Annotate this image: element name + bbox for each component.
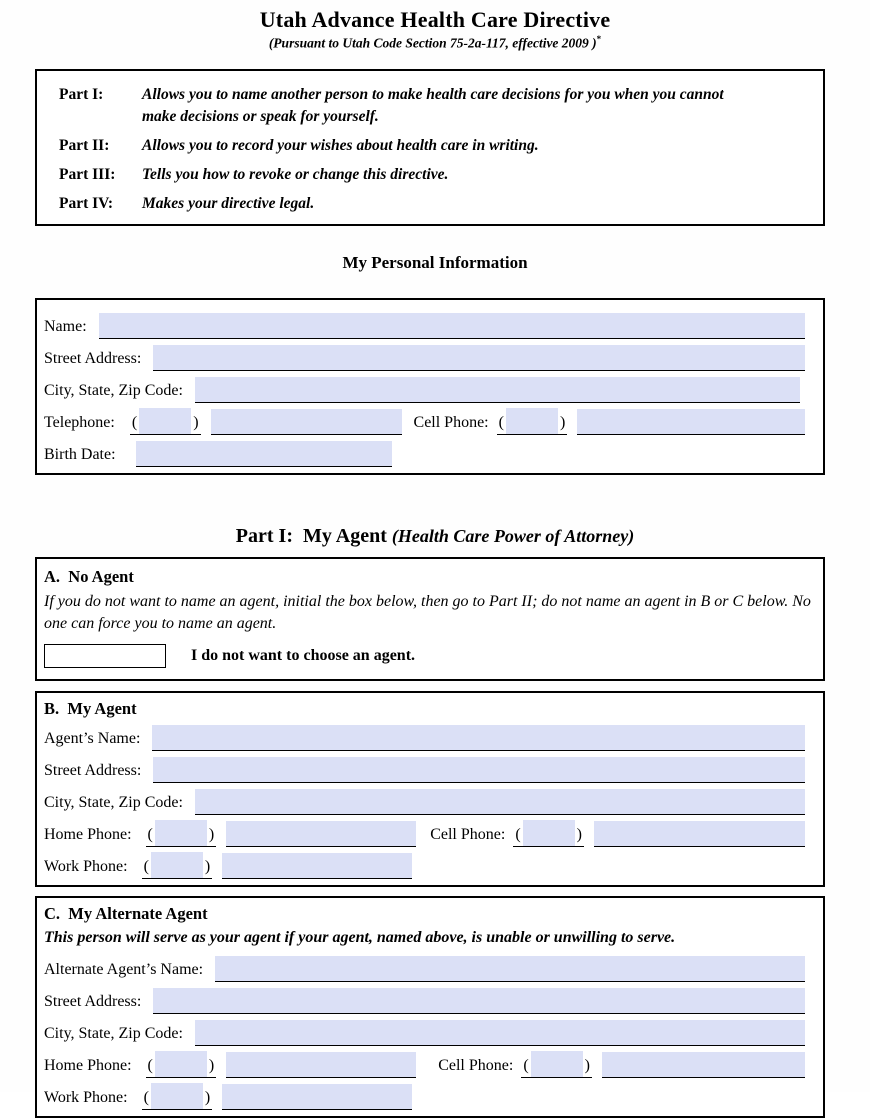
telephone-label: Telephone: <box>44 413 115 431</box>
parts-summary-box <box>35 69 825 226</box>
agent-cell-number-input[interactable] <box>594 821 805 847</box>
close-paren: ) <box>208 825 215 843</box>
alt-home-number-input[interactable] <box>226 1052 416 1078</box>
alt-work-area-input[interactable] <box>151 1083 203 1109</box>
alt-home-cell-row <box>44 1046 823 1078</box>
agent-cell-phone-label: Cell Phone: <box>430 825 506 843</box>
alt-street-row <box>44 982 823 1014</box>
agent-work-row <box>44 847 823 879</box>
agent-home-phone-label: Home Phone: <box>44 825 132 843</box>
agent-work-area-input[interactable] <box>151 852 203 878</box>
close-paren: ) <box>584 1057 590 1075</box>
no-agent-initial-row <box>44 642 813 670</box>
part2-label: Part II: <box>59 136 110 154</box>
part3-label: Part III: <box>59 165 116 183</box>
no-agent-heading: A. No Agent <box>44 566 134 586</box>
alt-work-area-group <box>142 1083 213 1110</box>
alt-home-area-group <box>146 1051 217 1078</box>
agent-street-input[interactable] <box>153 757 805 783</box>
alt-cell-number-input[interactable] <box>602 1052 805 1078</box>
agent-street-label: Street Address: <box>44 761 142 779</box>
telephone-area-group <box>130 408 201 435</box>
alternate-agent-box <box>35 896 825 1118</box>
form-title: Utah Advance Health Care Directive <box>259 7 611 32</box>
part1-description: Allows you to name another person to make health care decisions for you when you cannot make decisions or speak for yourself. <box>142 85 724 125</box>
close-paren: ) <box>576 825 582 843</box>
street-address-label: Street Address: <box>44 349 142 367</box>
alt-street-label: Street Address: <box>44 993 142 1011</box>
agent-cell-area-group <box>513 820 584 847</box>
close-paren: ) <box>193 413 199 431</box>
birth-date-input[interactable] <box>136 441 392 467</box>
open-paren: ( <box>515 825 521 843</box>
name-row <box>44 307 823 339</box>
agent-work-number-input[interactable] <box>222 853 412 879</box>
personal-info-box <box>35 298 825 475</box>
cell-phone-area-input[interactable] <box>506 408 558 434</box>
name-input[interactable] <box>99 313 805 339</box>
alt-agent-name-input[interactable] <box>215 956 805 982</box>
phone-row <box>44 403 823 435</box>
open-paren: ( <box>143 1089 149 1107</box>
street-address-input[interactable] <box>153 345 805 371</box>
footnote-marker: * <box>596 34 602 44</box>
cell-area-group <box>497 408 568 435</box>
cell-phone-label: Cell Phone: <box>413 413 489 431</box>
agent-name-label: Agent’s Name: <box>44 729 141 747</box>
close-paren: ) <box>559 413 566 431</box>
alternate-agent-instructions: This person will serve as your agent if your agent, named above, is unable or unwilling to serve. <box>44 928 676 946</box>
agent-city-row <box>44 783 823 815</box>
alt-name-row <box>44 950 823 982</box>
part1-heading-sub: (Health Care Power of Attorney) <box>391 525 635 546</box>
form-subtitle <box>0 34 870 52</box>
part2-description: Allows you to record your wishes about health care in writing. <box>142 136 539 154</box>
subtitle-text: (Pursuant to Utah Code Section 75-2a-117, effective 2009 ) <box>268 35 597 51</box>
agent-city-label: City, State, Zip Code: <box>44 793 183 811</box>
close-paren: ) <box>204 1089 211 1107</box>
part-row-3 <box>59 164 797 186</box>
my-agent-heading: B. My Agent <box>44 698 137 718</box>
alt-city-row <box>44 1014 823 1046</box>
agent-street-row <box>44 751 823 783</box>
alt-city-input[interactable] <box>195 1020 805 1046</box>
agent-name-row <box>44 719 823 751</box>
part1-label: Part I: <box>59 85 104 103</box>
alt-cell-phone-label: Cell Phone: <box>438 1057 514 1075</box>
open-paren: ( <box>498 413 504 431</box>
part-row-2 <box>59 135 797 157</box>
open-paren: ( <box>131 413 138 431</box>
city-state-zip-row <box>44 371 823 403</box>
alt-cell-area-group <box>521 1051 592 1078</box>
agent-work-area-group <box>142 852 213 879</box>
alt-cell-area-input[interactable] <box>531 1051 583 1077</box>
birth-date-row <box>44 435 823 467</box>
alt-city-label: City, State, Zip Code: <box>44 1025 183 1043</box>
no-agent-statement: I do not want to choose an agent. <box>191 646 416 664</box>
part-row-1 <box>59 84 797 128</box>
street-address-row <box>44 339 823 371</box>
agent-home-area-input[interactable] <box>155 820 207 846</box>
part-row-4 <box>59 193 797 215</box>
part4-label: Part IV: <box>59 194 114 212</box>
city-state-zip-input[interactable] <box>195 377 800 403</box>
agent-name-input[interactable] <box>152 725 805 751</box>
telephone-area-input[interactable] <box>139 408 191 434</box>
close-paren: ) <box>204 857 211 875</box>
open-paren: ( <box>147 1057 153 1075</box>
alt-home-area-input[interactable] <box>155 1051 207 1077</box>
alt-work-number-input[interactable] <box>222 1084 412 1110</box>
agent-city-input[interactable] <box>195 789 805 815</box>
open-paren: ( <box>147 825 153 843</box>
alt-agent-name-label: Alternate Agent’s Name: <box>44 961 204 979</box>
cell-phone-number-input[interactable] <box>577 409 805 435</box>
open-paren: ( <box>143 857 149 875</box>
no-agent-box <box>35 557 825 681</box>
telephone-number-input[interactable] <box>211 409 402 435</box>
name-label: Name: <box>44 317 87 335</box>
birth-date-label: Birth Date: <box>44 445 116 463</box>
part1-heading <box>0 525 870 548</box>
agent-home-area-group <box>146 820 217 847</box>
alt-home-phone-label: Home Phone: <box>44 1057 132 1075</box>
no-agent-instructions: If you do not want to name an agent, initial the box below, then go to Part II; do not name an agent in B or C below. No one can force you to name an agent. <box>44 592 811 632</box>
alt-work-row <box>44 1078 823 1110</box>
my-agent-box <box>35 691 825 887</box>
alt-work-phone-label: Work Phone: <box>44 1089 128 1107</box>
initials-input[interactable] <box>44 644 166 668</box>
personal-info-heading: My Personal Information <box>342 252 528 272</box>
alt-street-input[interactable] <box>153 988 805 1014</box>
agent-cell-area-input[interactable] <box>523 820 575 846</box>
agent-home-cell-row <box>44 815 823 847</box>
part3-description: Tells you how to revoke or change this directive. <box>142 165 449 183</box>
agent-home-number-input[interactable] <box>226 821 416 847</box>
open-paren: ( <box>523 1057 529 1075</box>
close-paren: ) <box>208 1057 215 1075</box>
agent-work-phone-label: Work Phone: <box>44 857 128 875</box>
alternate-agent-heading: C. My Alternate Agent <box>44 903 208 923</box>
part1-heading-main: Part I: My Agent <box>235 524 392 547</box>
city-state-zip-label: City, State, Zip Code: <box>44 381 183 399</box>
part4-description: Makes your directive legal. <box>142 194 315 212</box>
